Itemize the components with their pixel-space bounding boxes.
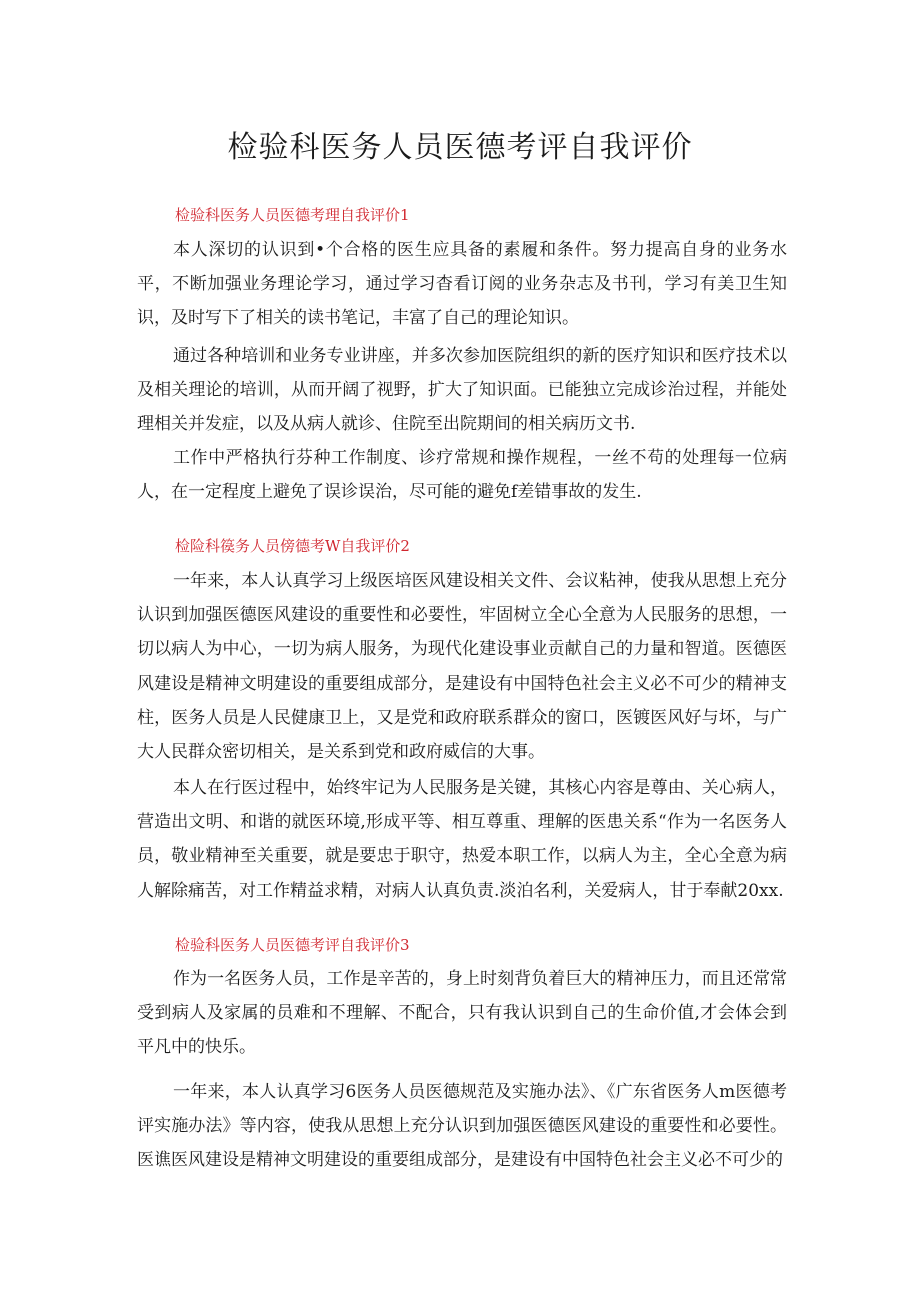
section-1-paragraph-1: 本人深切的认识到•个合格的医生应具备的素履和条件。努力提高自身的业务水平，不断加强业务理论学习，通过学习杳看订阅的业务杂志及书刊，学习有美卫生知识，及时写下了相关的读书笔记，丰富了自己的理论知识。 <box>137 240 787 329</box>
section-2-paragraph-1: 一年来，本人认真学习上级医培医风建设相关文件、会议粘神，使我从思想上充分认识到加强医德医风建设的重要性和必要性，牢固树立全心全意为人民服务的思想，一切以病人为中心，一切为病人服务，为现代化建设事业贡献自己的力量和智道。医德医风建设是精神文明建设的重要组成部分，是建设有中国特色社会主义必不可少的精神支柱，医务人员是人民健康卫上，又是党和政府联系群众的窗口，医镀医风好与坏，与广大人民群众密切相关，是关系到党和政府威信的大事。 <box>137 571 787 763</box>
section-1-paragraph-3: 工作中严格执行芬种工作制度、诊疗常规和操作规程，一丝不苟的处理每一位病人，在一定程度上避免了误诊误治，尽可能的避免f差错事故的发生. <box>137 448 787 503</box>
section-3-paragraph-2: 一年来，本人认真学习6医务人员医德规范及实施办法》、《广东省医务人m医德考评实施办法》等内容，使我从思想上充分认识到加强医德医风建设的重要性和必要性。医谯医风建设是精神文明建设的重要组成部分，是建设有中国特色社会主义必不可少的 <box>137 1082 787 1171</box>
section-heading-2: 检险科篌务人员傍德考W自我评价2 <box>175 537 410 555</box>
section-1-paragraph-2: 通过各种培训和业务专业讲座，并多次参加医院组织的新的医疗知识和医疗技术以及相关理论的培训，从而开阔了视野，扩大了知识面。已能独立完成诊治过程，并能处理相关并发症，以及从病人就诊、住院至出院期间的相关病历文书. <box>137 346 787 435</box>
section-heading-3: 检验科医务人员医德考评自我评价3 <box>175 936 410 954</box>
section-2-paragraph-2: 本人在行医过程中，始终牢记为人民服务是关键，其核心内容是尊由、关心病人，营造出文明、和谐的就医环境,形成平等、相互尊重、理解的医患关系“作为一名医务人员，敬业精神至关重要，就是要忠于职守，热爱本职工作，以病人为主，全心全意为病人解除痛苦，对工作精益求精，对病人认真负责.淡泊名利，关爱病人，甘于奉献20xx. <box>137 778 787 901</box>
document-title: 检验科医务人员医德考评自我评价 <box>227 130 693 165</box>
section-3-paragraph-1: 作为一名医务人员，工作是辛苦的，身上时刻背负着巨大的精神压力，而且还常常受到病人及家属的员难和不理解、不配合，只有我认识到自己的生命价值,才会体会到平凡中的快乐。 <box>137 969 787 1058</box>
section-heading-1: 检验科医务人员医德考理自我评价1 <box>175 206 410 224</box>
